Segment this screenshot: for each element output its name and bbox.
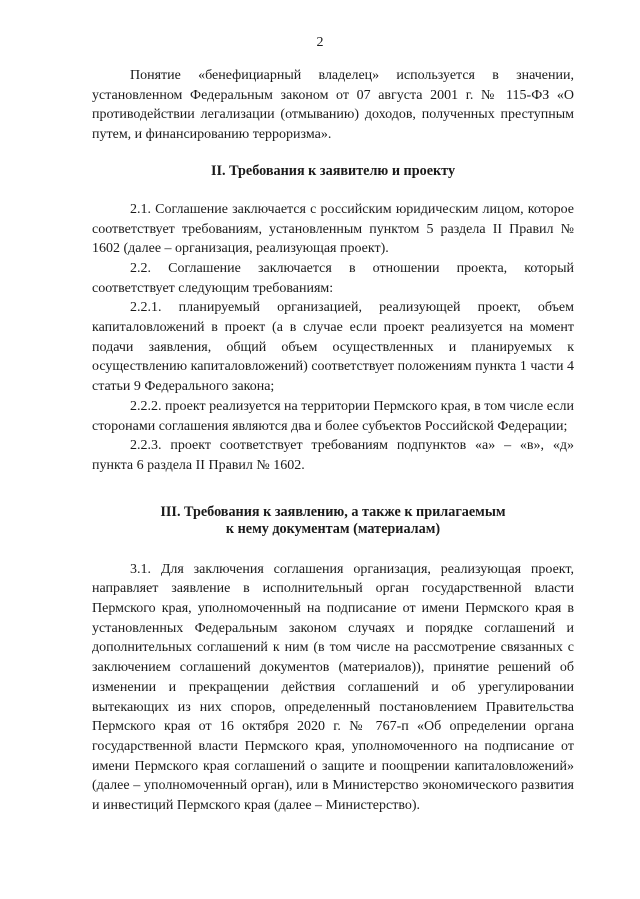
document-body bbox=[92, 66, 574, 816]
paragraph-3-1: 3.1. Для заключения соглашения организация, реализующая проект, направляет заявление в исполнительный орган государственной власти Пермского края, уполномоченный на подписание от имени Пермского края в установленных Федеральным законом случаях и порядке соглашений и дополнительных соглашений к ним (в том числе на рассмотрение связанных с заключением соглашений документов (материалов)), принятие решений об изменении и прекращении действия соглашений и об урегулировании вытекающих из них споров, определенный постановлением Правительства Пермского края от 16 октября 2020 г. № 767-п «Об определении органа государственной власти Пермского края, уполномоченного на подписание от имени Пермского края соглашений о защите и поощрении капиталовложений» (далее – уполномоченный орган), или в Министерство экономического развития и инвестиций Пермского края (далее – Министерство). bbox=[92, 561, 574, 814]
section-3-heading-line-2: к нему документам (материалам) bbox=[225, 520, 441, 537]
paragraph-2-2-3: 2.2.3. проект соответствует требованиям подпунктов «а» – «в», «д» пункта 6 раздела II Правил № 1602. bbox=[92, 438, 574, 473]
page-number: 2 bbox=[316, 35, 324, 50]
paragraph-2-2-1: 2.2.1. планируемый организацией, реализующей проект, объем капиталовложений в проект (а в случае если проект реализуется на момент подачи заявления, общий объем осуществленных и планируемых к осуществлению капиталовложений) соответствует положениям пункта 1 части 4 статьи 9 Федерального закона; bbox=[92, 300, 574, 395]
section-3-heading-line-1: III. Требования к заявлению, а также к прилагаемым bbox=[160, 503, 506, 520]
paragraph-2-2-2: 2.2.2. проект реализуется на территории Пермского края, в том числе если сторонами соглашения являются два и более субъектов Российской Федерации; bbox=[92, 398, 574, 434]
section-2-heading: II. Требования к заявителю и проекту bbox=[210, 162, 456, 179]
paragraph-2-1: 2.1. Соглашение заключается с российским юридическим лицом, которое соответствует требованиям, установленным пунктом 5 раздела II Правил № 1602 (далее – организация, реализующая проект). bbox=[92, 201, 574, 257]
paragraph-2-2: 2.2. Соглашение заключается в отношении проекта, который соответствует следующим требованиям: bbox=[92, 260, 574, 296]
intro-paragraph: Понятие «бенефициарный владелец» используется в значении, установленном Федеральным законом от 07 августа 2001 г. № 115-ФЗ «О противодействии легализации (отмыванию) доходов, полученных преступным путем, и финансированию терроризма». bbox=[92, 68, 574, 143]
section-3-heading bbox=[92, 504, 574, 538]
